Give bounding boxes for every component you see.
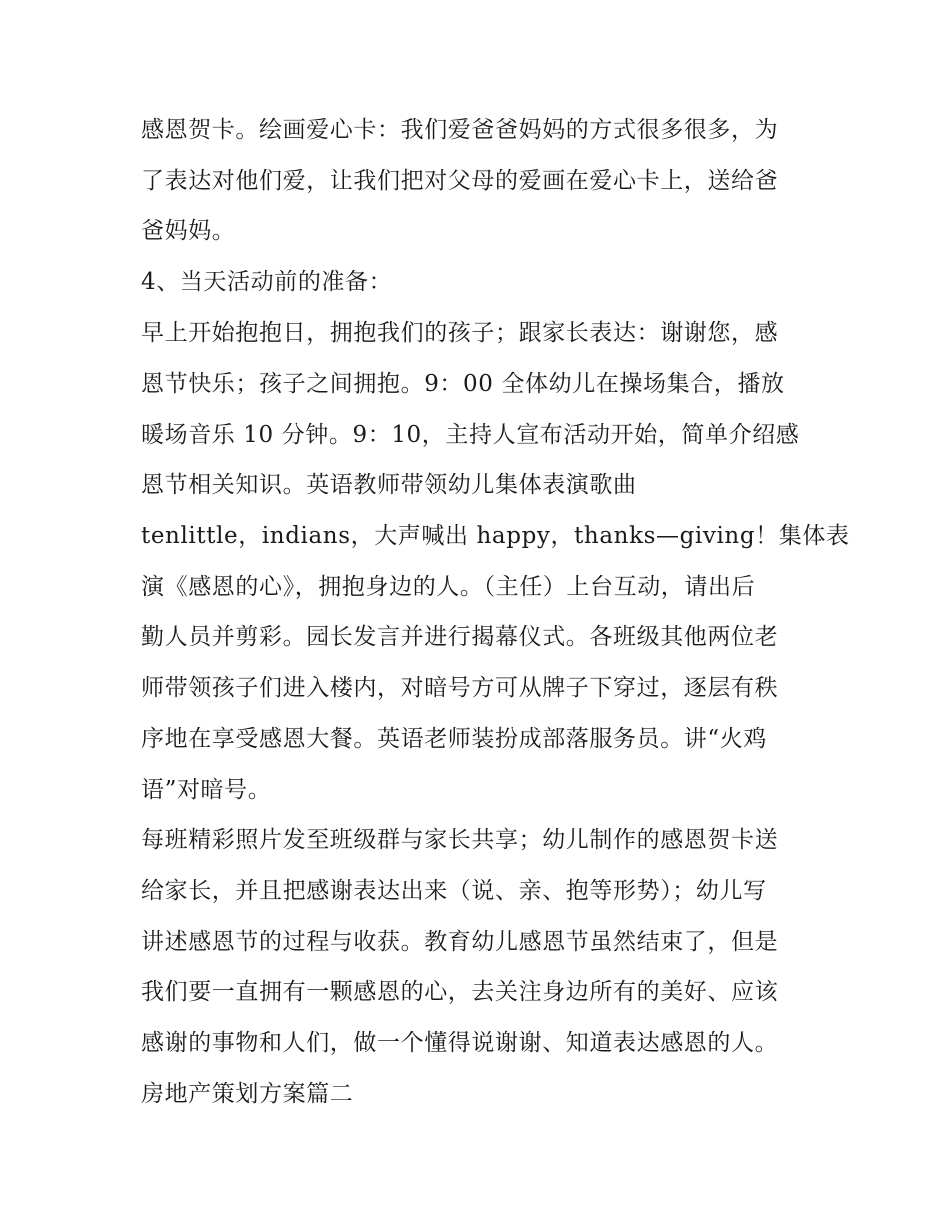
text-line: 爸妈妈。 <box>141 218 236 244</box>
text-line: 感谢的事物和人们，做一个懂得说谢谢、知道表达感恩的人。 <box>141 1030 779 1056</box>
text-line: tenlittle，indians，大声喊出 happy，thanks—giving！集体表 <box>141 523 850 549</box>
text-line: 讲述感恩节的过程与收获。教育幼儿感恩节虽然结束了，但是 <box>141 929 779 955</box>
text-line: 演《感恩的心》，拥抱身边的人。（主任）上台互动，请出后 <box>141 574 756 600</box>
text-line: 暖场音乐 10 分钟。9：10，主持人宣布活动开始，简单介绍感 <box>141 422 800 448</box>
text-line: 我们要一直拥有一颗感恩的心，去关注身边所有的美好、应该 <box>141 979 779 1005</box>
text-line: 每班精彩照片发至班级群与家长共享；幼儿制作的感恩贺卡送 <box>141 827 779 853</box>
section-heading: 4、当天活动前的准备： <box>141 269 393 295</box>
text-line: 了表达对他们爱，让我们把对父母的爱画在爱心卡上，送给爸 <box>141 168 779 194</box>
text-line: 恩节相关知识。英语教师带领幼儿集体表演歌曲 <box>141 472 637 498</box>
text-line: 感恩贺卡。绘画爱心卡：我们爱爸爸妈妈的方式很多很多，为 <box>141 117 779 143</box>
text-line: 勤人员并剪彩。园长发言并进行揭幕仪式。各班级其他两位老 <box>141 624 779 650</box>
text-line: 给家长，并且把感谢表达出来（说、亲、抱等形势）；幼儿写 <box>141 878 767 904</box>
text-line: 语”对暗号。 <box>141 777 272 803</box>
text-line: 早上开始抱抱日，拥抱我们的孩子；跟家长表达：谢谢您，感 <box>141 320 779 346</box>
section-title: 房地产策划方案篇二 <box>141 1081 354 1107</box>
text-line: 师带领孩子们进入楼内，对暗号方可从牌子下穿过，逐层有秩 <box>141 675 779 701</box>
text-line: 序地在享受感恩大餐。英语老师装扮成部落服务员。讲“火鸡 <box>141 726 767 752</box>
text-line: 恩节快乐；孩子之间拥抱。9：00 全体幼儿在操场集合，播放 <box>141 371 785 397</box>
